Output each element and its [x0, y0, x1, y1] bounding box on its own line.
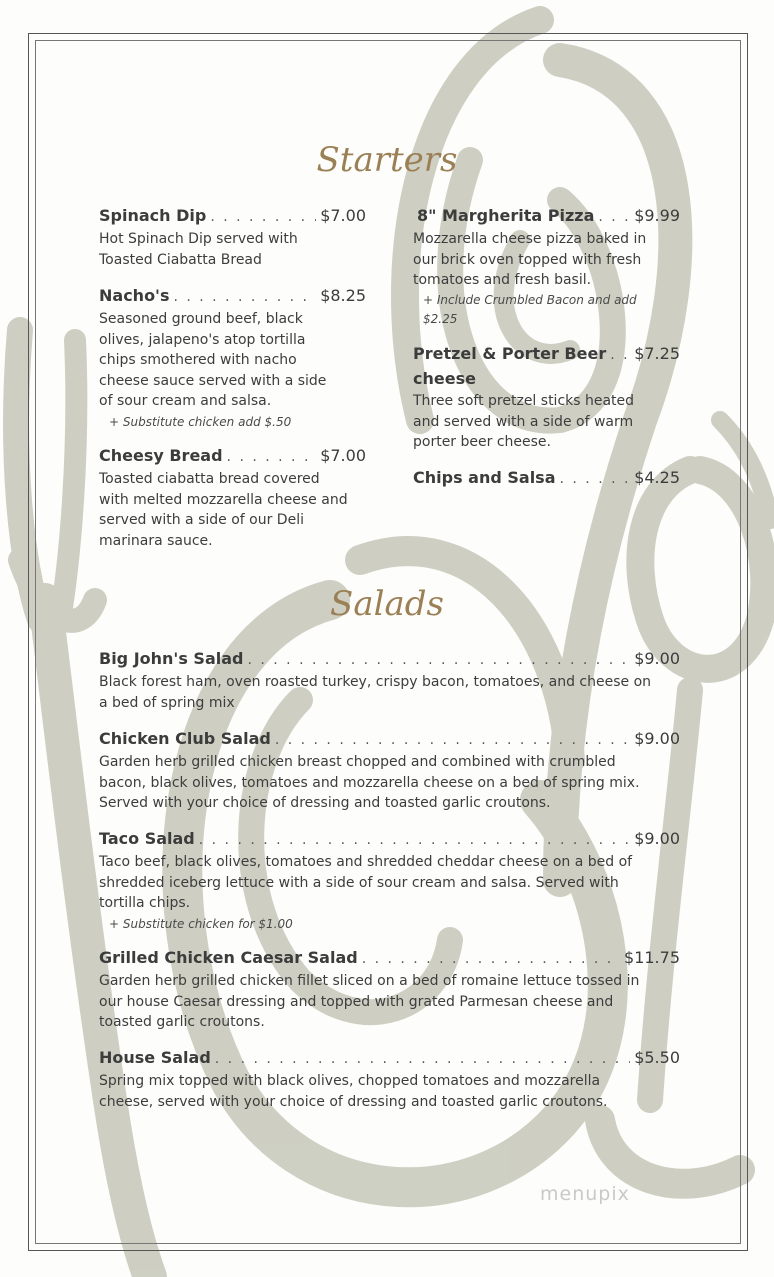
item-description: Toasted ciabatta bread covered with melted mozzarella cheese and served with a side of our Deli marinara sauce.	[99, 471, 348, 549]
item-description: Three soft pretzel sticks heated and served with a side of warm porter beer cheese.	[413, 393, 635, 450]
item-price: $9.00	[634, 829, 680, 848]
item-name: Chips and Salsa	[413, 468, 556, 487]
item-note: + Include Crumbled Bacon and add $2.25	[423, 292, 637, 326]
item-price: $11.75	[624, 948, 680, 967]
item-name: Grilled Chicken Caesar Salad	[99, 948, 358, 967]
menu-item-nachos	[99, 284, 366, 432]
item-note: + Substitute chicken for $1.00	[109, 916, 293, 931]
item-name: Nacho's	[99, 286, 170, 305]
item-description: Taco beef, black olives, tomatoes and shredded cheddar cheese on a bed of shredded iceberg lettuce with a side of sour cream and salsa. Served with tortilla chips.	[99, 854, 633, 911]
menu-item-chips-salsa	[413, 466, 680, 491]
item-price: $8.25	[320, 286, 366, 305]
item-price: $9.99	[634, 206, 680, 225]
starters-heading: Starters	[316, 140, 458, 180]
item-name: Chicken Club Salad	[99, 729, 271, 748]
item-price: $9.00	[634, 649, 680, 668]
item-name: House Salad	[99, 1048, 211, 1067]
menu-item-house-salad	[99, 1046, 680, 1112]
item-name: Taco Salad	[99, 829, 195, 848]
item-price: $7.25	[634, 344, 680, 363]
menu-item-chicken-club-salad	[99, 727, 680, 814]
menu-item-margherita-pizza	[413, 204, 680, 329]
item-price: $4.25	[634, 468, 680, 487]
menu-item-pretzel-porter	[413, 342, 680, 453]
menu-item-cheesy-bread	[99, 444, 366, 551]
item-name-continued: cheese	[413, 369, 476, 388]
item-name: Big John's Salad	[99, 649, 244, 668]
item-description: Spring mix topped with black olives, chopped tomatoes and mozzarella cheese, served with your choice of dressing and toasted garlic croutons.	[99, 1073, 608, 1110]
item-price: $7.00	[320, 446, 366, 465]
item-name: Pretzel & Porter Beer	[413, 344, 607, 363]
menu-item-spinach-dip	[99, 204, 366, 270]
item-note: + Substitute chicken add $.50	[109, 414, 292, 429]
item-description: Garden herb grilled chicken breast chopped and combined with crumbled bacon, black olives, tomatoes and mozzarella cheese on a bed of spring mix. Served with your choice of dressing and toasted garlic croutons.	[99, 754, 640, 811]
menu-item-caesar-salad	[99, 946, 680, 1033]
menu-item-taco-salad	[99, 827, 680, 934]
item-description: Garden herb grilled chicken fillet sliced on a bed of romaine lettuce tossed in our house Caesar dressing and topped with grated Parmesan cheese and toasted garlic croutons.	[99, 973, 640, 1030]
item-price: $5.50	[634, 1048, 680, 1067]
item-description: Black forest ham, oven roasted turkey, crispy bacon, tomatoes, and cheese on a bed of spring mix	[99, 674, 652, 711]
item-name: Spinach Dip	[99, 206, 207, 225]
item-description: Hot Spinach Dip served with Toasted Ciabatta Bread	[99, 231, 298, 268]
salads-heading: Salads	[330, 584, 444, 624]
item-price: $7.00	[320, 206, 366, 225]
item-description: Seasoned ground beef, black olives, jalapeno's atop tortilla chips smothered with nacho cheese sauce served with a side of sour cream and salsa.	[99, 311, 327, 409]
item-description: Mozzarella cheese pizza baked in our brick oven topped with fresh tomatoes and fresh basil.	[413, 231, 647, 288]
menu-item-big-johns-salad	[99, 647, 680, 713]
item-price: $9.00	[634, 729, 680, 748]
item-name: 8" Margherita Pizza	[417, 206, 595, 225]
item-name: Cheesy Bread	[99, 446, 223, 465]
menupix-watermark: menupix	[540, 1183, 630, 1205]
